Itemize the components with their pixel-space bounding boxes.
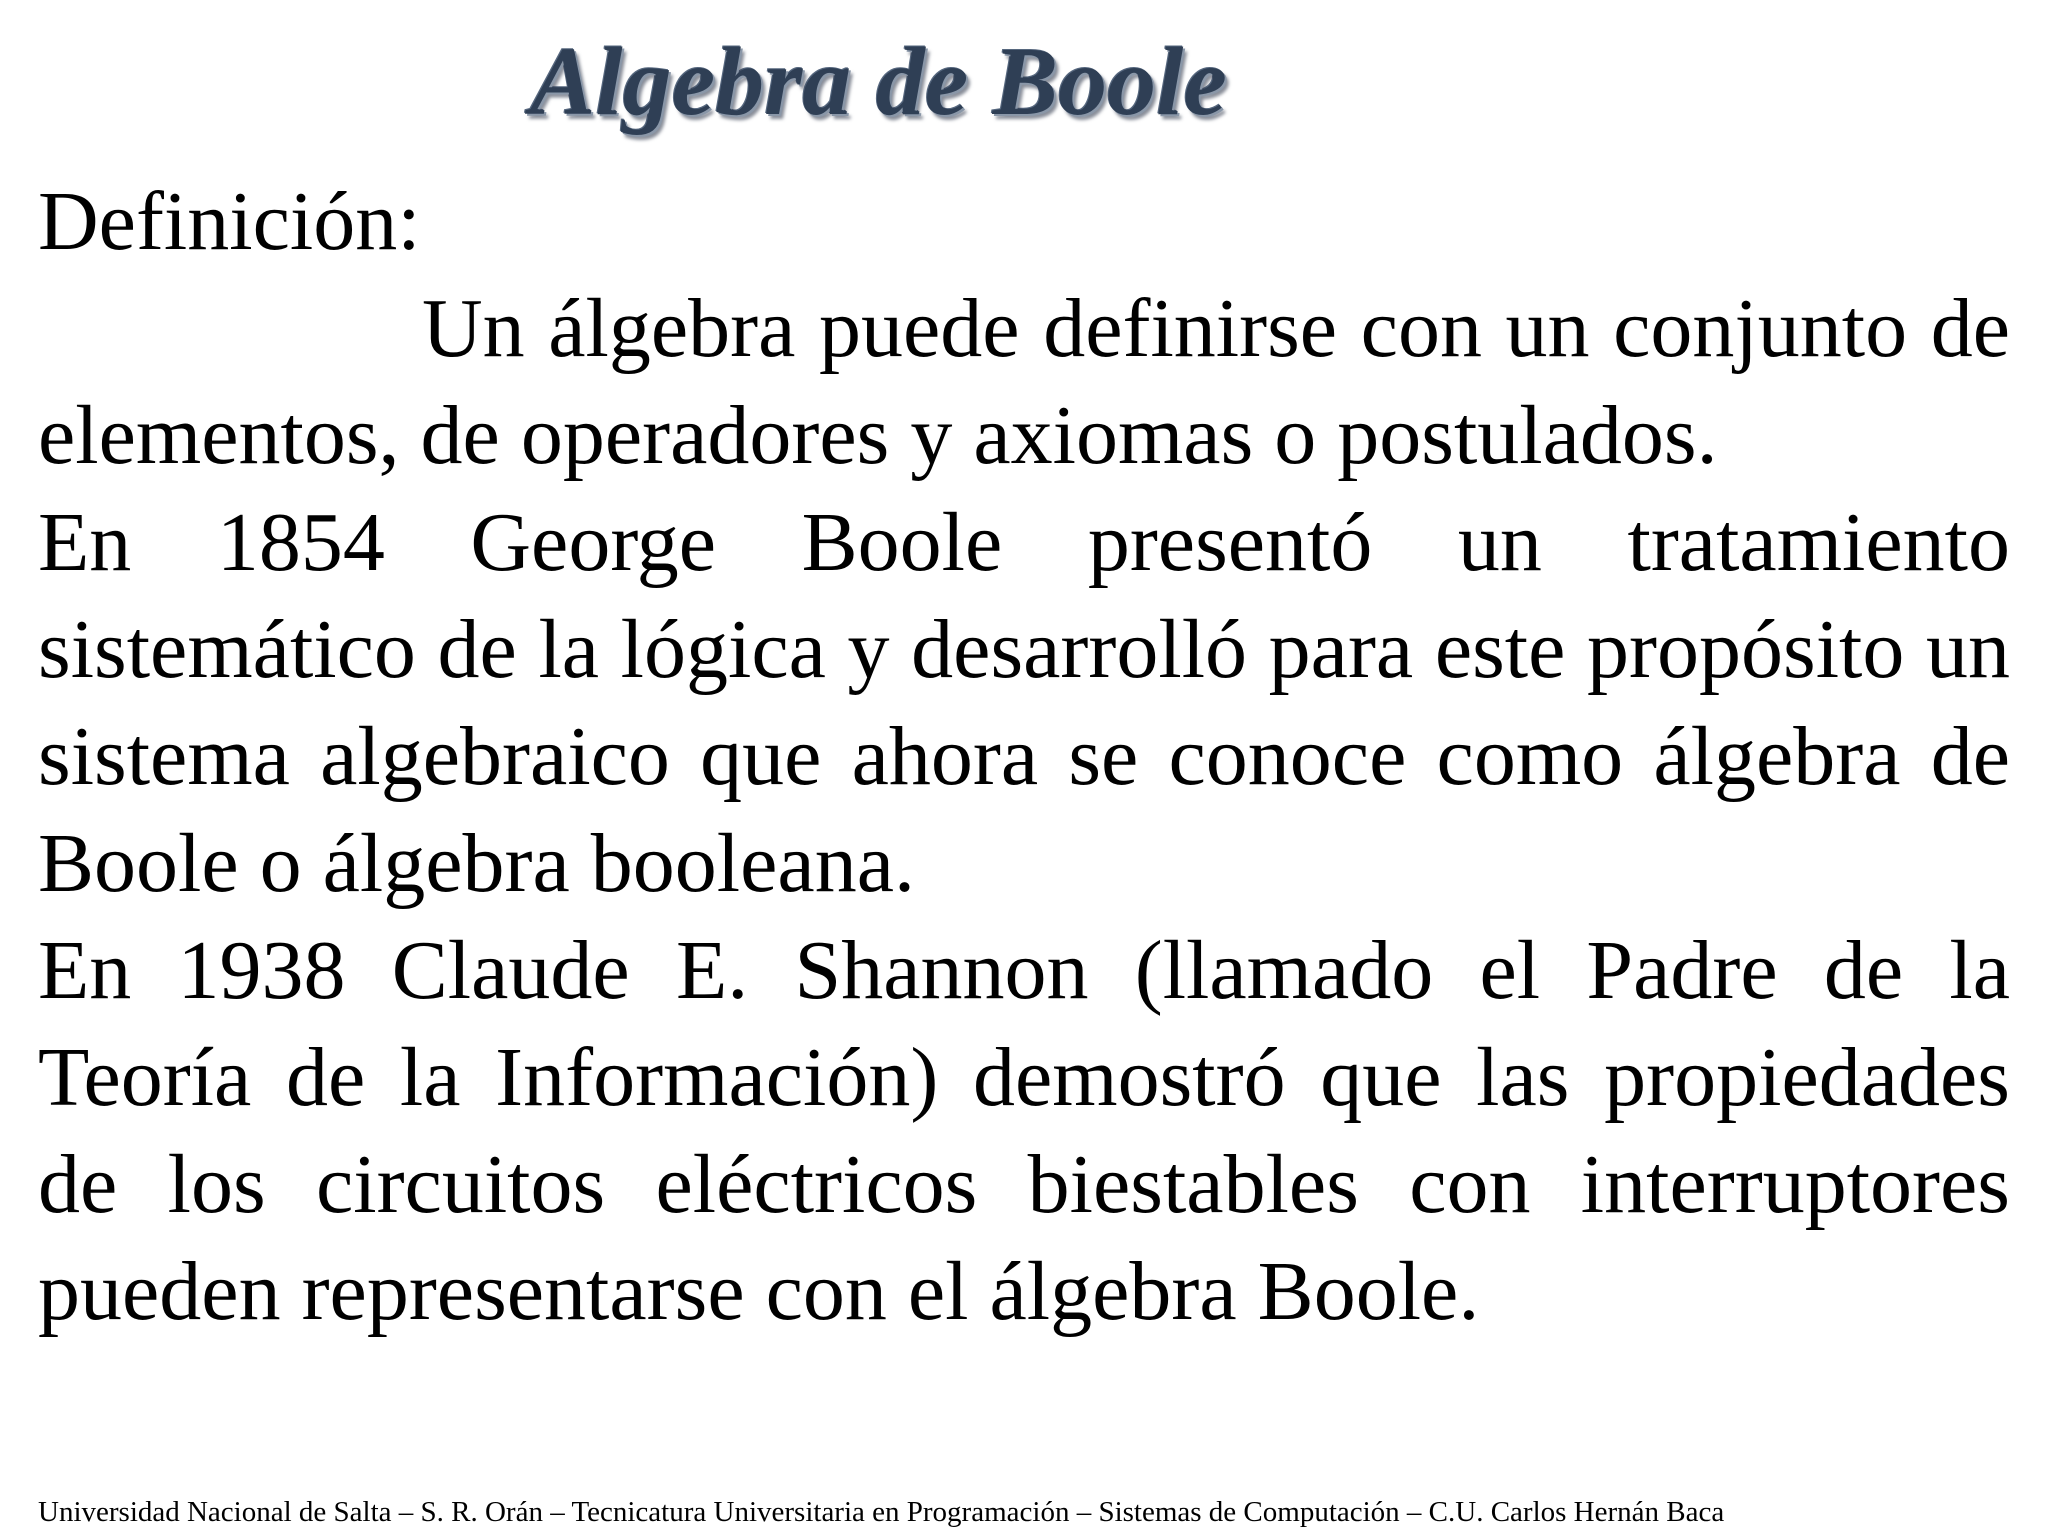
shannon-history-paragraph: En 1938 Claude E. Shannon (llamado el Padre de la Teoría de la Información) demostró que las propiedades de los circuitos eléctricos biestables con interruptores pueden representarse con el álgebra Boole. (38, 924, 2010, 1338)
slide-body (38, 168, 2010, 1345)
definition-paragraph: Un álgebra puede definirse con un conjunto de elementos, de operadores y axiomas o postulados. (38, 282, 2010, 482)
slide-title: Algebra de Boole (530, 28, 1227, 136)
definition-label: Definición: (38, 175, 421, 268)
slide-footer: Universidad Nacional de Salta – S. R. Orán – Tecnicatura Universitaria en Programación – Sistemas de Computación – C.U. Carlos Hernán Baca (38, 1496, 1725, 1528)
boole-history-paragraph: En 1854 George Boole presentó un tratamiento sistemático de la lógica y desarrolló para este propósito un sistema algebraico que ahora se conoce como álgebra de Boole o álgebra booleana. (38, 496, 2010, 910)
